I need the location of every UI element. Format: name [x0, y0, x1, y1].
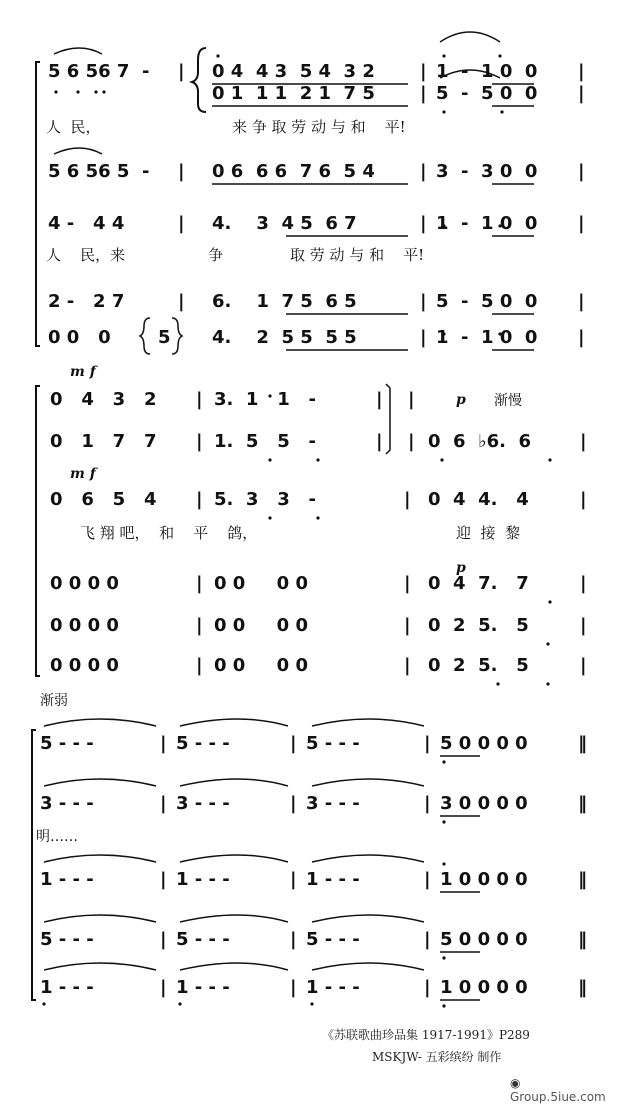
- notation-segment: 5 - - -: [176, 929, 230, 950]
- notation-segment: |: [578, 161, 585, 182]
- notation-row: [0, 732, 620, 762]
- notation-segment: 0 4 4. 4: [428, 489, 529, 510]
- notation-segment: |: [178, 61, 185, 82]
- notation-segment: |: [178, 161, 185, 182]
- notation-row: [0, 388, 620, 418]
- notation-segment: |: [290, 869, 297, 890]
- notation-segment: 1 0 0 0 0: [440, 869, 528, 890]
- notation-row: [0, 82, 620, 112]
- notation-row: [0, 488, 620, 518]
- notation-segment: |: [424, 929, 431, 950]
- notation-segment: 0 6 6 6 7 6 5 4: [212, 161, 375, 182]
- expression-marking: 渐弱: [40, 693, 68, 709]
- notation-segment: 1 - - -: [306, 869, 360, 890]
- notation-segment: |: [580, 489, 587, 510]
- notation-segment: |: [424, 733, 431, 754]
- notation-segment: |: [178, 291, 185, 312]
- expression-marking: 渐慢: [494, 393, 522, 409]
- notation-segment: 3. 1 1 -: [214, 389, 317, 410]
- notation-segment: |: [290, 733, 297, 754]
- logo-icon: ◉: [510, 1076, 521, 1090]
- notation-segment: |: [420, 161, 427, 182]
- notation-segment: 0 0 0 0: [50, 573, 119, 594]
- notation-segment: |: [376, 431, 383, 452]
- notation-segment: |: [404, 489, 411, 510]
- notation-segment: 0 0 0: [48, 327, 111, 348]
- notation-segment: |: [196, 389, 203, 410]
- notation-segment: |: [424, 793, 431, 814]
- notation-segment: |: [196, 655, 203, 676]
- source-citation: 《苏联歌曲珍品集 1917-1991》P289: [322, 1028, 530, 1042]
- lyric-segment: 人 民，: [46, 118, 101, 136]
- notation-segment: 0 1 7 7: [50, 431, 157, 452]
- notation-segment: 1 - 1 0 0: [436, 61, 538, 82]
- notation-segment: |: [196, 431, 203, 452]
- notation-row: [0, 326, 620, 356]
- notation-row: [0, 792, 620, 822]
- notation-segment: 5 - - -: [40, 929, 94, 950]
- notation-segment: |: [376, 389, 383, 410]
- notation-segment: |: [408, 389, 415, 410]
- notation-segment: |: [408, 431, 415, 452]
- notation-segment: 5 - 5 0 0: [436, 291, 538, 312]
- notation-segment: |: [420, 83, 427, 104]
- notation-segment: 0 0 0 0: [50, 615, 119, 636]
- notation-segment: 0 6 ♭6. 6: [428, 431, 532, 452]
- notation-segment: 0 0 0 0: [214, 615, 308, 636]
- notation-segment: |: [578, 291, 585, 312]
- notation-row: [0, 976, 620, 1006]
- notation-segment: 0 1 1 1 2 1 7 5: [212, 83, 375, 104]
- expression-marking: 明……: [36, 829, 78, 845]
- notation-segment: 5 - - -: [306, 929, 360, 950]
- logo-text: Group.5iue.com: [510, 1090, 606, 1104]
- notation-segment: |: [404, 615, 411, 636]
- notation-segment: 1. 5 5 -: [214, 431, 317, 452]
- notation-segment: 3 - - -: [40, 793, 94, 814]
- notation-segment: 1 - 1 0 0: [436, 327, 538, 348]
- notation-segment: 5 - 5 0 0: [436, 83, 538, 104]
- notation-segment: |: [196, 489, 203, 510]
- notation-segment: |: [420, 291, 427, 312]
- lyric-line: [0, 116, 620, 142]
- notation-row: [0, 572, 620, 602]
- notation-segment: |: [578, 61, 585, 82]
- notation-segment: |: [160, 793, 167, 814]
- notation-row: [0, 928, 620, 958]
- lyric-segment: 飞 翔 吧， 和 平 鸽，: [80, 524, 258, 542]
- notation-segment: 1 - - -: [40, 869, 94, 890]
- notation-segment: |: [424, 869, 431, 890]
- notation-segment: 0 2 5. 5: [428, 655, 529, 676]
- notation-segment: |: [290, 977, 297, 998]
- notation-segment: |: [178, 213, 185, 234]
- notation-segment: 5 - - -: [176, 733, 230, 754]
- notation-segment: 5 - - -: [40, 733, 94, 754]
- notation-segment: |: [578, 213, 585, 234]
- notation-segment: |: [580, 573, 587, 594]
- notation-segment: 0 4 4 3 5 4 3 2: [212, 61, 375, 82]
- notation-segment: 0 2 5. 5: [428, 615, 529, 636]
- notation-segment: |: [420, 61, 427, 82]
- notation-segment: |: [160, 869, 167, 890]
- notation-segment: |: [420, 213, 427, 234]
- notation-segment: 3 - - -: [176, 793, 230, 814]
- notation-segment: |: [580, 431, 587, 452]
- notation-segment: ‖: [578, 793, 587, 814]
- notation-row: [0, 160, 620, 190]
- lyric-segment: 争: [208, 246, 224, 264]
- notation-segment: 5. 3 3 -: [214, 489, 317, 510]
- lyric-segment: 来 争 取 劳 动 与 和 平!: [232, 118, 406, 136]
- notation-row: [0, 290, 620, 320]
- notation-segment: |: [160, 733, 167, 754]
- notation-segment: |: [420, 327, 427, 348]
- notation-segment: 1 - - -: [176, 869, 230, 890]
- notation-segment: 6. 1 7 5 6 5: [212, 291, 357, 312]
- notation-segment: ‖: [578, 929, 587, 950]
- notation-row: [0, 868, 620, 898]
- notation-row: [0, 430, 620, 460]
- dynamic-marking: p: [456, 560, 466, 576]
- lyric-line: [0, 522, 620, 548]
- notation-segment: 5 6 56 5 -: [48, 161, 150, 182]
- notation-segment: 1 - - -: [176, 977, 230, 998]
- notation-segment: 4. 3 4 5 6 7: [212, 213, 357, 234]
- notation-segment: |: [580, 655, 587, 676]
- notation-segment: 2 - 2 7: [48, 291, 125, 312]
- notation-segment: |: [290, 793, 297, 814]
- notation-segment: 3 - - -: [306, 793, 360, 814]
- notation-segment: 3 0 0 0 0: [440, 793, 528, 814]
- notation-segment: 1 0 0 0 0: [440, 977, 528, 998]
- dynamic-marking: m f: [70, 364, 96, 380]
- dynamic-marking: m f: [70, 466, 96, 482]
- notation-segment: 1 - - -: [306, 977, 360, 998]
- notation-segment: ‖: [578, 977, 587, 998]
- notation-segment: 5 0 0 0 0: [440, 929, 528, 950]
- notation-segment: ‖: [578, 733, 587, 754]
- lyric-line: [0, 244, 620, 270]
- lyric-segment: 人 民，来: [46, 246, 126, 264]
- notation-segment: 0 0 0 0: [214, 655, 308, 676]
- notation-segment: |: [160, 929, 167, 950]
- notation-segment: 5 - - -: [306, 733, 360, 754]
- notation-segment: 4. 2 5 5 5 5: [212, 327, 357, 348]
- notation-segment: |: [578, 327, 585, 348]
- lyric-segment: 迎 接 黎: [456, 524, 521, 542]
- dynamic-marking: p: [456, 392, 466, 408]
- site-logo: [510, 1076, 620, 1104]
- notation-segment: 0 0 0 0: [214, 573, 308, 594]
- notation-segment: |: [290, 929, 297, 950]
- notation-row: [0, 654, 620, 684]
- notation-segment: 5 0 0 0 0: [440, 733, 528, 754]
- notation-segment: |: [196, 573, 203, 594]
- notation-segment: |: [404, 655, 411, 676]
- notation-segment: 1 - 1 0 0: [436, 213, 538, 234]
- notation-row: [0, 614, 620, 644]
- notation-row: [0, 212, 620, 242]
- lyric-segment: 取 劳 动 与 和 平!: [290, 246, 425, 264]
- notation-segment: |: [196, 615, 203, 636]
- notation-segment: 0 6 5 4: [50, 489, 157, 510]
- notation-segment: |: [578, 83, 585, 104]
- notation-segment: |: [580, 615, 587, 636]
- notation-segment: |: [404, 573, 411, 594]
- notation-segment: 3 - 3 0 0: [436, 161, 538, 182]
- notation-segment: 0 4 7. 7: [428, 573, 529, 594]
- notation-segment: 0 4 3 2: [50, 389, 157, 410]
- notation-segment: 5 6 56 7 -: [48, 61, 150, 82]
- notation-segment: ‖: [578, 869, 587, 890]
- credit-line: MSKJW- 五彩缤纷 制作: [372, 1050, 502, 1064]
- notation-segment: |: [424, 977, 431, 998]
- notation-segment: 1 - - -: [40, 977, 94, 998]
- notation-segment: |: [160, 977, 167, 998]
- notation-segment: 4 - 4 4: [48, 213, 125, 234]
- system3-bracket: [32, 730, 36, 1000]
- notation-segment: 5: [158, 327, 171, 348]
- notation-segment: 0 0 0 0: [50, 655, 119, 676]
